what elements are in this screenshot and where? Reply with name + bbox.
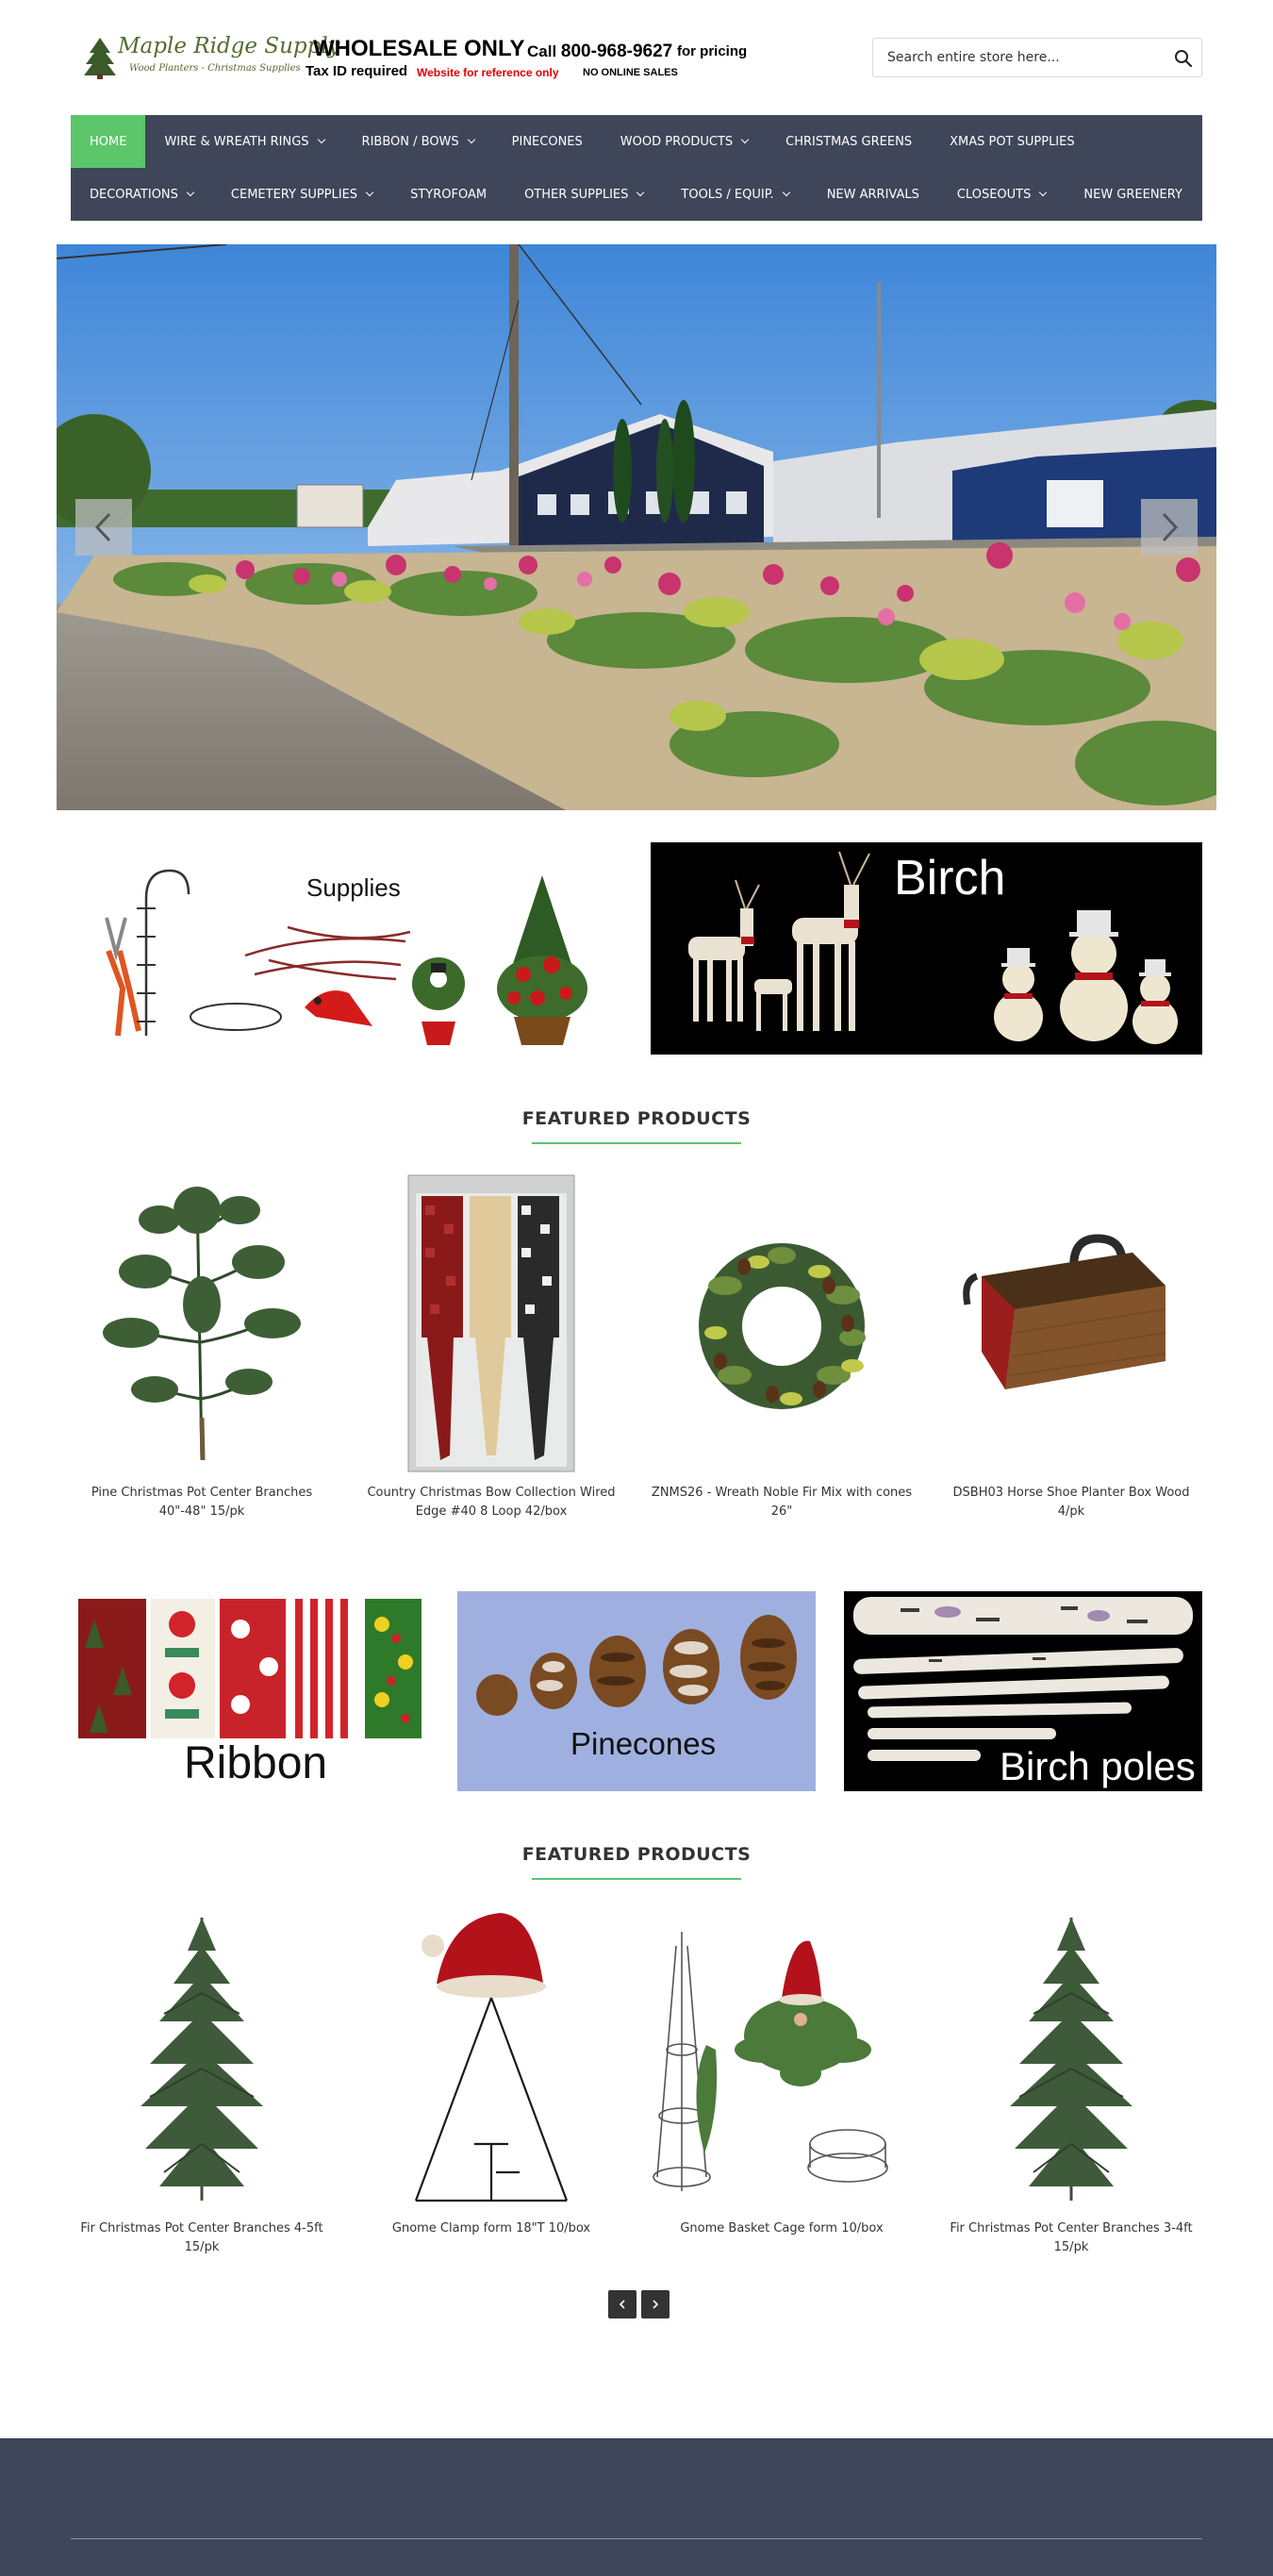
carousel-prev-button[interactable] [608, 2290, 636, 2318]
carousel-next-button[interactable] [641, 2290, 670, 2318]
product-image-bow-collection [359, 1172, 623, 1474]
banner-pinecones-label: Pinecones [570, 1726, 717, 1761]
site-footer [0, 2438, 1273, 2576]
nav-item-closeouts[interactable] [938, 168, 1066, 221]
nav-item-wire-wreath-rings[interactable] [145, 115, 342, 168]
featured-products-title: FEATURED PRODUCTS [521, 1844, 752, 1865]
hero-next-button[interactable] [1141, 499, 1198, 556]
hero-image-storefront [57, 244, 1216, 810]
product-name[interactable]: Gnome Basket Cage form 10/box [680, 2221, 884, 2235]
nav-item-label: HOME [90, 134, 127, 149]
nav-row-primary [71, 115, 1094, 168]
product-image-horse-shoe-planter [939, 1172, 1203, 1474]
nav-item-label: NEW ARRIVALS [826, 187, 919, 202]
pine-tree-logo-icon [82, 36, 118, 79]
product-name[interactable]: Pine Christmas Pot Center Branches 40"-48" 15/pk [91, 1486, 313, 1519]
chevron-down-icon [467, 136, 474, 143]
chevron-down-icon [741, 136, 749, 143]
banner-birch-label: Birch [894, 851, 1006, 906]
nav-item-label: WOOD PRODUCTS [620, 134, 734, 149]
search-icon[interactable] [1173, 48, 1194, 69]
nav-item-label: DECORATIONS [90, 187, 178, 202]
chevron-left-icon [618, 2299, 627, 2310]
nav-item-cemetery-supplies[interactable] [212, 168, 391, 221]
banner-pinecones[interactable] [457, 1591, 816, 1791]
featured-products-title: FEATURED PRODUCTS [521, 1108, 752, 1129]
chevron-down-icon [782, 189, 789, 196]
nav-item-label: NEW GREENERY [1083, 187, 1182, 202]
nav-item-label: PINECONES [511, 134, 583, 149]
logo-phone-number: 800-968-9627 [560, 42, 673, 61]
hero-slider[interactable] [57, 244, 1216, 810]
product-name[interactable]: ZNMS26 - Wreath Noble Fir Mix with cones 26" [651, 1486, 913, 1519]
product-image-noble-fir-wreath [650, 1172, 914, 1474]
title-underline [532, 1878, 741, 1880]
search-input[interactable] [874, 40, 1157, 75]
nav-item-label: STYROFOAM [410, 187, 488, 202]
nav-item-label: WIRE & WREATH RINGS [164, 134, 309, 149]
nav-item-tools-equip[interactable] [662, 168, 807, 221]
product-image-fir-branches-4-5ft [70, 1908, 334, 2210]
banner-ribbon-label: Ribbon [184, 1738, 328, 1788]
nav-item-styrofoam[interactable] [391, 168, 505, 221]
banner-supplies[interactable] [71, 842, 618, 1055]
nav-item-label: CLOSEOUTS [956, 187, 1032, 202]
main-navigation [71, 115, 1202, 221]
logo-tagline: Wood Planters - Christmas Supplies [129, 63, 301, 74]
logo-pricing: for pricing [677, 43, 748, 59]
chevron-down-icon [317, 136, 324, 143]
chevron-left-icon [91, 511, 116, 543]
nav-item-christmas-greens[interactable] [767, 115, 931, 168]
chevron-right-icon [1157, 511, 1182, 543]
banner-birch[interactable] [651, 842, 1202, 1055]
nav-item-wood-products[interactable] [602, 115, 767, 168]
nav-item-label: CHRISTMAS GREENS [785, 134, 913, 149]
chevron-down-icon [636, 189, 644, 196]
footer-divider [71, 2538, 1202, 2539]
nav-item-label: RIBBON / BOWS [361, 134, 459, 149]
hero-prev-button[interactable] [75, 499, 132, 556]
chevron-down-icon [1039, 189, 1047, 196]
banner-birch-poles-label: Birch poles [1000, 1744, 1196, 1788]
nav-item-label: XMAS POT SUPPLIES [950, 134, 1075, 149]
logo-reference-only: Website for reference only [417, 66, 559, 79]
title-underline [532, 1142, 741, 1144]
banner-birch-poles[interactable] [844, 1591, 1202, 1791]
product-image-gnome-basket-cage [650, 1908, 914, 2210]
nav-item-decorations[interactable] [71, 168, 212, 221]
search-box [872, 38, 1202, 77]
logo-no-online-sales: NO ONLINE SALES [583, 67, 678, 78]
nav-item-label: CEMETERY SUPPLIES [230, 187, 358, 202]
product-image-pine-branches [70, 1172, 334, 1474]
product-name[interactable]: Gnome Clamp form 18"T 10/box [391, 2221, 591, 2235]
product-name[interactable]: DSBH03 Horse Shoe Planter Box Wood 4/pk [952, 1486, 1190, 1519]
logo-tax-id: Tax ID required [306, 63, 408, 79]
product-image-gnome-clamp-form [359, 1908, 623, 2210]
site-logo[interactable] [82, 34, 808, 81]
logo-call-phone [527, 42, 672, 62]
product-name[interactable]: Fir Christmas Pot Center Branches 4-5ft 15/pk [80, 2221, 323, 2254]
product-name[interactable]: Country Christmas Bow Collection Wired Edge #40 8 Loop 42/box [367, 1486, 616, 1519]
nav-item-xmas-pot-supplies[interactable] [931, 115, 1094, 168]
nav-item-new-greenery[interactable] [1065, 168, 1201, 221]
nav-item-label: OTHER SUPPLIES [524, 187, 629, 202]
nav-item-new-arrivals[interactable] [808, 168, 938, 221]
site-header [71, 28, 1202, 85]
nav-item-other-supplies[interactable] [505, 168, 662, 221]
banner-supplies-label: Supplies [306, 873, 401, 902]
chevron-down-icon [187, 189, 194, 196]
nav-item-pinecones[interactable] [493, 115, 602, 168]
chevron-right-icon [651, 2299, 660, 2310]
logo-wholesale-only: WHOLESALE ONLY [313, 36, 525, 61]
nav-item-ribbon-bows[interactable] [343, 115, 493, 168]
logo-store-name: Maple Ridge Supply [118, 34, 340, 58]
nav-row-secondary [71, 168, 1201, 221]
product-name[interactable]: Fir Christmas Pot Center Branches 3-4ft 15/pk [950, 2221, 1193, 2254]
nav-item-label: TOOLS / EQUIP. [681, 187, 774, 202]
nav-item-home[interactable] [71, 115, 145, 168]
chevron-down-icon [366, 189, 373, 196]
banner-ribbon[interactable] [71, 1591, 429, 1791]
logo-call-prefix: Call [527, 42, 557, 60]
product-image-fir-branches-3-4ft [939, 1908, 1203, 2210]
